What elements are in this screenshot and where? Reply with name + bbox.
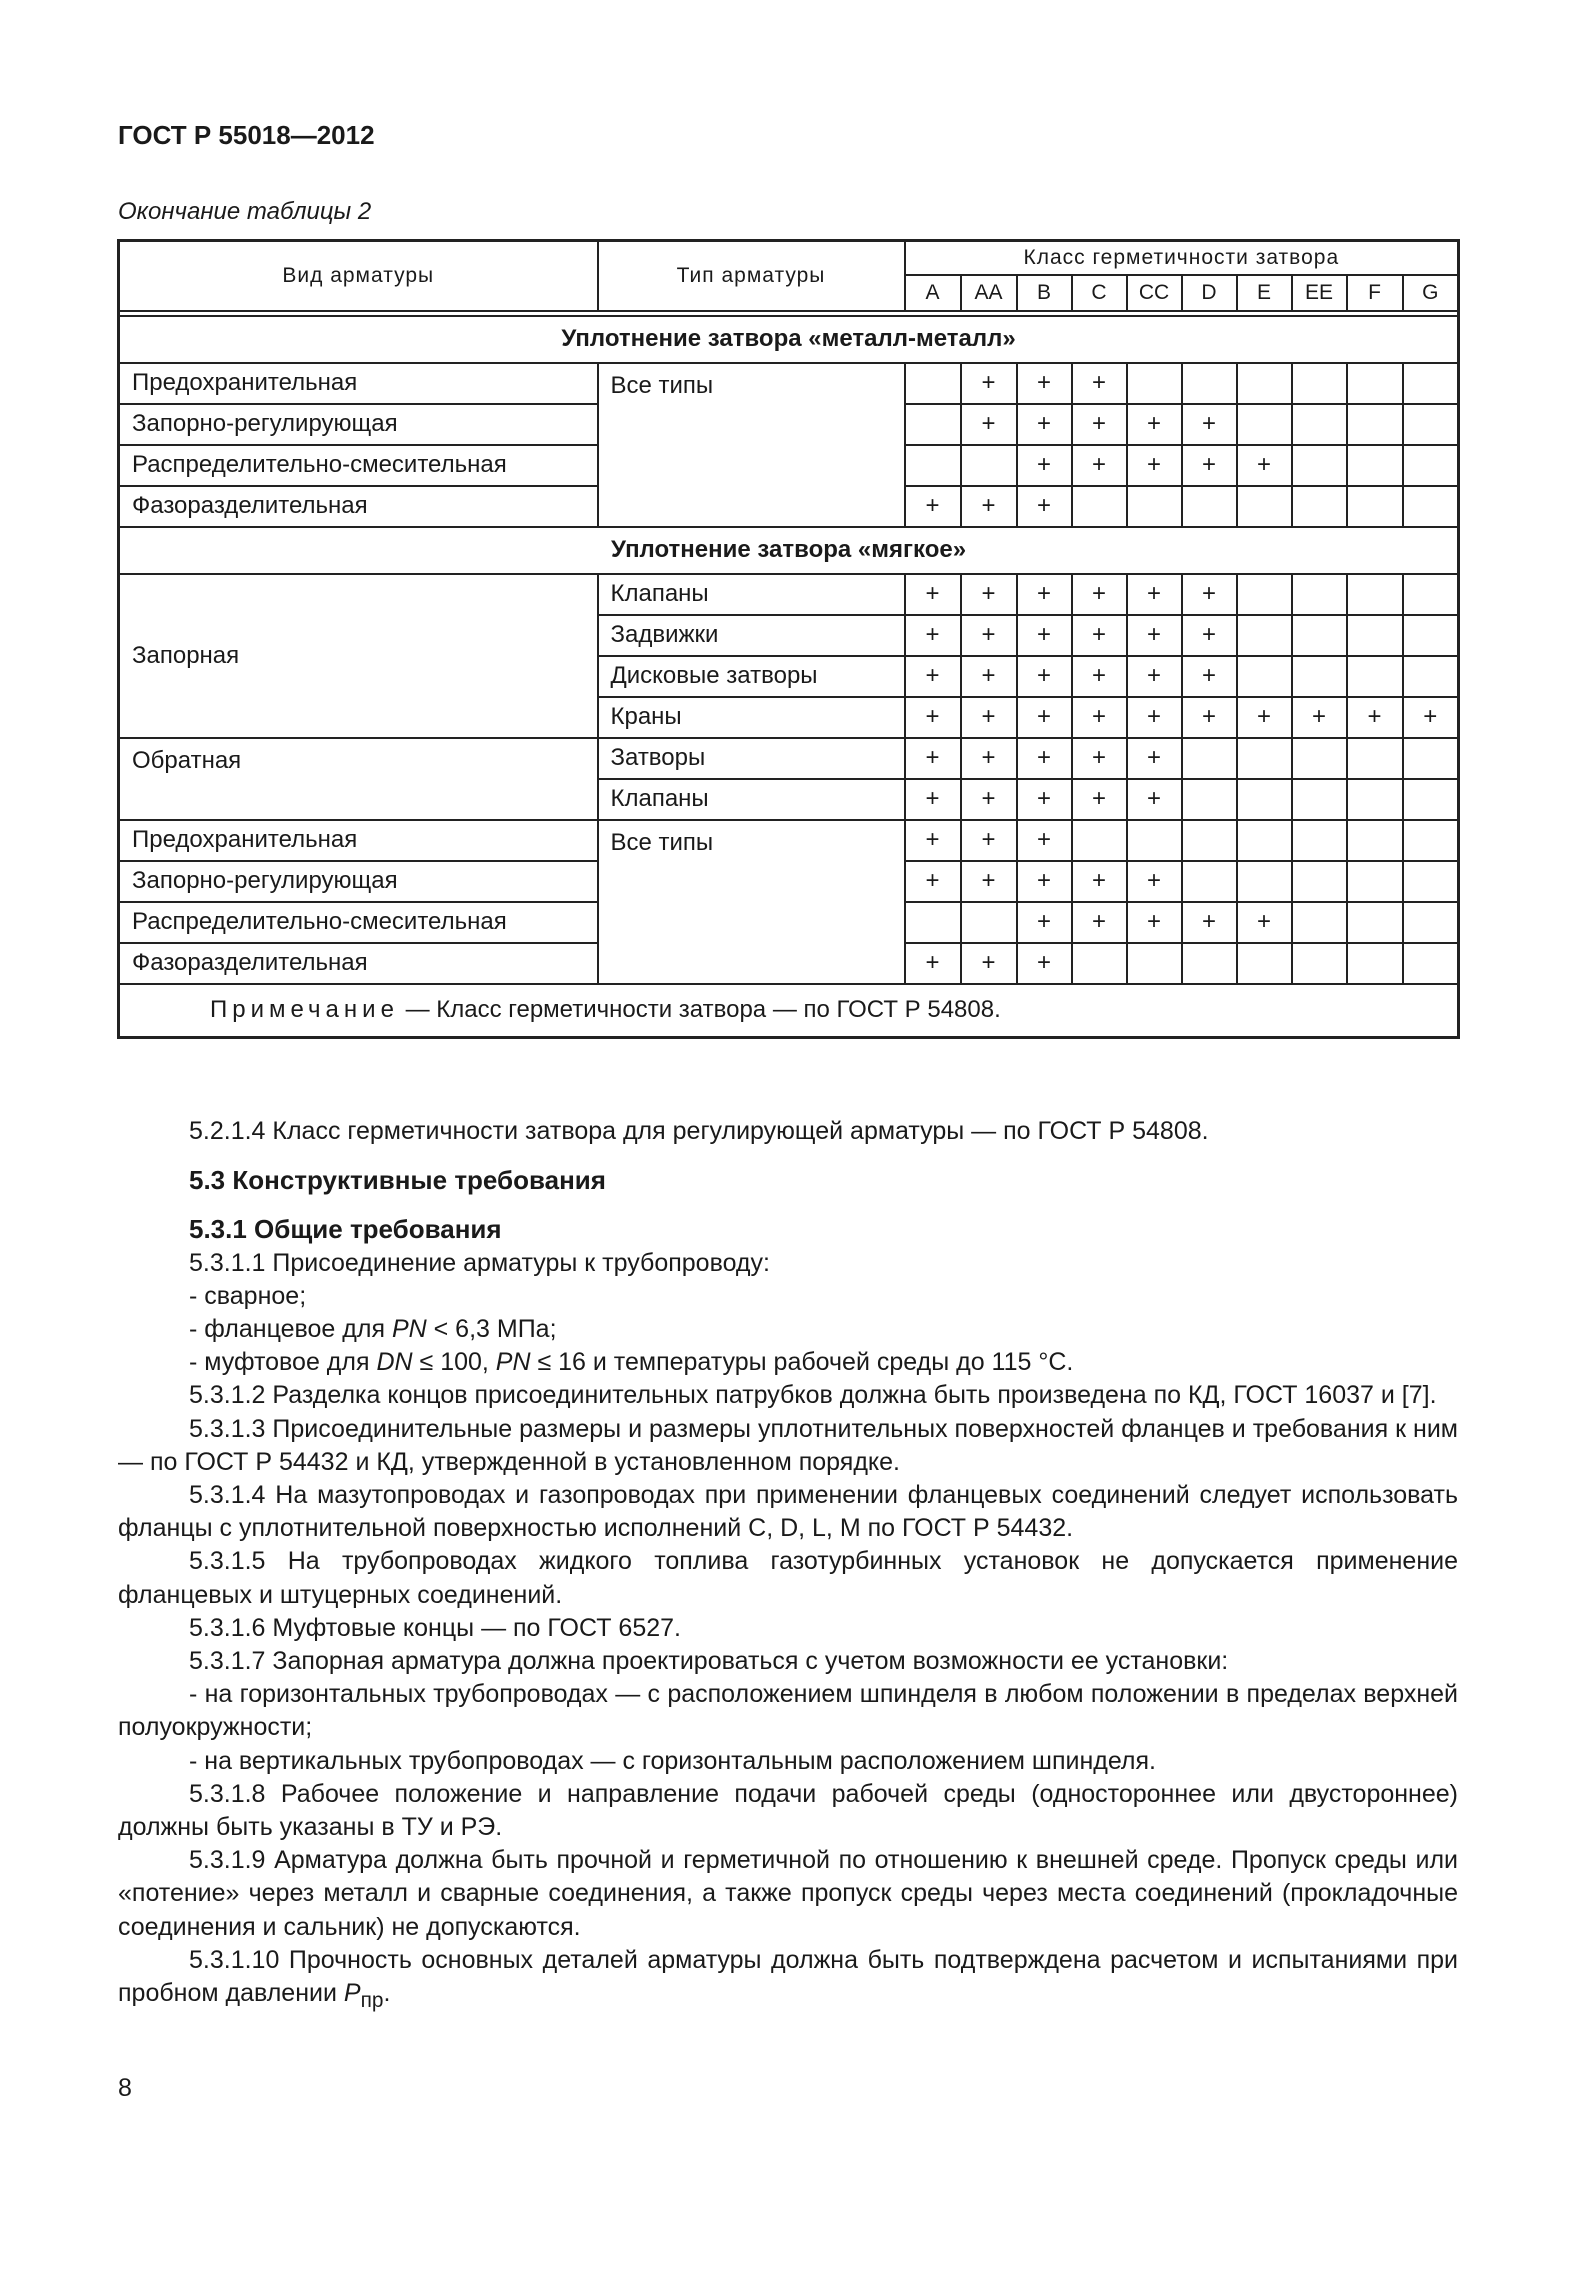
class-mark-cell [1347, 404, 1403, 445]
valve-kind-cell: Распределительно-смесительная [119, 445, 598, 486]
heading-5-3-1: 5.3.1 Общие требования [189, 1214, 502, 1245]
class-mark-cell [1127, 363, 1182, 404]
class-mark-cell: + [1072, 656, 1127, 697]
class-mark-cell: + [1127, 615, 1182, 656]
class-mark-cell: + [1017, 615, 1072, 656]
class-mark-cell: + [1127, 902, 1182, 943]
class-mark-cell: + [1237, 697, 1292, 738]
list-item-coupling: - муфтовое для DN ≤ 100, PN ≤ 16 и температуры рабочей среды до 115 °С. [189, 1348, 1074, 1377]
class-mark-cell: + [1072, 615, 1127, 656]
valve-type-cell: Затворы [598, 738, 905, 779]
document-id: ГОСТ Р 55018—2012 [118, 120, 375, 150]
class-mark-cell: + [1127, 404, 1182, 445]
class-mark-cell [1292, 615, 1347, 656]
class-mark-cell [1237, 943, 1292, 984]
class-mark-cell [1347, 861, 1403, 902]
table-row [119, 363, 1459, 404]
class-mark-cell: + [1127, 656, 1182, 697]
class-mark-cell: + [1072, 738, 1127, 779]
section-title: Уплотнение затвора «мягкое» [119, 527, 1459, 574]
class-mark-cell [1292, 779, 1347, 820]
class-mark-cell: + [1072, 779, 1127, 820]
class-header-cell: AA [961, 275, 1017, 311]
valve-kind-cell: Предохранительная [119, 363, 598, 404]
para-5-3-1-8: 5.3.1.8 Рабочее положение и направление подачи рабочей среды (одностороннее или двустороннее) должны быть указаны в ТУ и РЭ. [118, 1779, 1458, 1842]
class-mark-cell [1403, 486, 1459, 527]
class-mark-cell [1292, 902, 1347, 943]
class-mark-cell [1403, 445, 1459, 486]
class-mark-cell [1403, 861, 1459, 902]
class-mark-cell [1182, 943, 1237, 984]
class-mark-cell: + [961, 404, 1017, 445]
para-5-3-1-7: 5.3.1.7 Запорная арматура должна проектироваться с учетом возможности ее установки: [189, 1647, 1229, 1676]
table-row [119, 738, 1459, 779]
class-mark-cell [905, 445, 961, 486]
class-mark-cell [905, 902, 961, 943]
class-mark-cell [1347, 943, 1403, 984]
class-mark-cell: + [1017, 656, 1072, 697]
list-item-flanged: - фланцевое для PN < 6,3 МПа; [189, 1315, 557, 1344]
para-5-3-1-10: 5.3.1.10 Прочность основных деталей арматуры должна быть подтверждена расчетом и испытаниями при пробном давлении $P_{пр}$. [118, 1945, 1458, 2013]
class-mark-cell [1403, 574, 1459, 615]
class-header-cell: A [905, 275, 961, 311]
class-mark-cell: + [1072, 861, 1127, 902]
valve-kind-cell: Запорная [119, 574, 598, 738]
class-mark-cell [1292, 574, 1347, 615]
class-mark-cell: + [905, 615, 961, 656]
class-mark-cell [1237, 404, 1292, 445]
class-mark-cell: + [1017, 902, 1072, 943]
para-5-3-1-2: 5.3.1.2 Разделка концов присоединительных патрубков должна быть произведена по КД, ГОСТ 16037 и [7]. [189, 1381, 1437, 1410]
class-mark-cell: + [1237, 445, 1292, 486]
class-mark-cell: + [1072, 574, 1127, 615]
class-mark-cell [1292, 656, 1347, 697]
valve-type-cell: Все типы [598, 363, 905, 527]
col-header-kind: Вид арматуры [119, 241, 598, 311]
class-mark-cell: + [1182, 697, 1237, 738]
class-mark-cell: + [961, 697, 1017, 738]
para-5-3-1-6: 5.3.1.6 Муфтовые концы — по ГОСТ 6527. [189, 1613, 681, 1642]
valve-kind-cell: Фазоразделительная [119, 486, 598, 527]
class-mark-cell [1403, 738, 1459, 779]
class-mark-cell: + [905, 820, 961, 861]
para-5-3-1-1: 5.3.1.1 Присоединение арматуры к трубопроводу: [189, 1248, 770, 1277]
class-mark-cell: + [961, 574, 1017, 615]
class-header-cell: C [1072, 275, 1127, 311]
class-mark-cell: + [1017, 574, 1072, 615]
class-mark-cell: + [1017, 738, 1072, 779]
class-mark-cell [1237, 861, 1292, 902]
class-mark-cell [1237, 363, 1292, 404]
class-mark-cell [1182, 486, 1237, 527]
valve-kind-cell: Распределительно-смесительная [119, 902, 598, 943]
class-mark-cell: + [1347, 697, 1403, 738]
class-header-cell: CC [1127, 275, 1182, 311]
class-mark-cell [1237, 779, 1292, 820]
class-mark-cell [1292, 445, 1347, 486]
class-mark-cell [1182, 779, 1237, 820]
class-mark-cell [1237, 615, 1292, 656]
class-mark-cell [1237, 820, 1292, 861]
class-mark-cell: + [1017, 363, 1072, 404]
class-mark-cell [961, 445, 1017, 486]
class-mark-cell [1403, 779, 1459, 820]
class-mark-cell [1403, 615, 1459, 656]
class-mark-cell: + [1017, 943, 1072, 984]
valve-type-cell: Краны [598, 697, 905, 738]
class-mark-cell: + [961, 861, 1017, 902]
class-mark-cell: + [1127, 574, 1182, 615]
class-mark-cell [1347, 738, 1403, 779]
class-mark-cell [1403, 404, 1459, 445]
class-mark-cell: + [961, 820, 1017, 861]
valve-type-cell: Клапаны [598, 779, 905, 820]
class-mark-cell [1237, 738, 1292, 779]
class-mark-cell [1292, 820, 1347, 861]
class-header-cell: D [1182, 275, 1237, 311]
class-mark-cell: + [1182, 656, 1237, 697]
class-mark-cell [1292, 363, 1347, 404]
para-5-3-1-3: 5.3.1.3 Присоединительные размеры и размеры уплотнительных поверхностей фланцев и требования к ним — по ГОСТ Р 54432 и КД, утвержденной в установленном порядке. [118, 1414, 1458, 1476]
list-item-welded: - сварное; [189, 1281, 307, 1310]
col-header-type: Тип арматуры [598, 241, 905, 311]
class-mark-cell: + [1127, 779, 1182, 820]
class-mark-cell: + [1017, 820, 1072, 861]
class-mark-cell: + [1237, 902, 1292, 943]
class-header-cell: G [1403, 275, 1459, 311]
para-5-3-1-9: 5.3.1.9 Арматура должна быть прочной и герметичной по отношению к внешней среде. Пропуск среды или «потение» через металл и сварные соединения, а также пропуск среды через места соединений (прокладочные соединения и сальник) не допускаются. [118, 1846, 1458, 1941]
para-5-3-1-4: 5.3.1.4 На мазутопроводах и газопроводах при применении фланцевых соединений следует использовать фланцы с уплотнительной поверхностью исполнений C, D, L, M по ГОСТ Р 54432. [118, 1481, 1458, 1543]
class-mark-cell [1072, 943, 1127, 984]
class-mark-cell: + [905, 943, 961, 984]
section-title: Уплотнение затвора «металл-металл» [119, 316, 1459, 363]
class-mark-cell [1403, 943, 1459, 984]
class-mark-cell [961, 902, 1017, 943]
valve-kind-cell: Запорно-регулирующая [119, 404, 598, 445]
class-mark-cell: + [1017, 404, 1072, 445]
class-mark-cell [1237, 656, 1292, 697]
class-mark-cell: + [1072, 902, 1127, 943]
class-mark-cell [1182, 738, 1237, 779]
class-mark-cell [1347, 656, 1403, 697]
valve-kind-cell: Фазоразделительная [119, 943, 598, 984]
class-mark-cell [1347, 486, 1403, 527]
class-mark-cell [1237, 574, 1292, 615]
class-mark-cell: + [1072, 697, 1127, 738]
table-note [119, 984, 1459, 1038]
class-mark-cell [1347, 902, 1403, 943]
col-header-class-group: Класс герметичности затвора [905, 241, 1459, 275]
class-header-cell: E [1237, 275, 1292, 311]
class-mark-cell [1072, 820, 1127, 861]
class-mark-cell: + [1017, 697, 1072, 738]
class-mark-cell: + [961, 943, 1017, 984]
class-mark-cell [905, 363, 961, 404]
class-header-cell: B [1017, 275, 1072, 311]
class-mark-cell [1292, 486, 1347, 527]
class-mark-cell: + [1017, 445, 1072, 486]
class-mark-cell [1347, 363, 1403, 404]
valve-type-cell: Все типы [598, 820, 905, 984]
class-mark-cell: + [1127, 861, 1182, 902]
class-mark-cell: + [1017, 486, 1072, 527]
class-mark-cell [1072, 486, 1127, 527]
valve-kind-cell: Обратная [119, 738, 598, 820]
valve-kind-cell: Предохранительная [119, 820, 598, 861]
class-mark-cell [1347, 574, 1403, 615]
class-mark-cell [1347, 779, 1403, 820]
class-mark-cell: + [1017, 779, 1072, 820]
class-mark-cell [1127, 943, 1182, 984]
table-row [119, 820, 1459, 861]
class-mark-cell: + [961, 738, 1017, 779]
note-label: Примечание [210, 996, 399, 1023]
class-mark-cell [1292, 738, 1347, 779]
class-mark-cell [1182, 820, 1237, 861]
note-text: — Класс герметичности затвора — по ГОСТ Р 54808. [405, 996, 1001, 1023]
class-mark-cell: + [1127, 738, 1182, 779]
class-mark-cell: + [905, 738, 961, 779]
class-mark-cell [1403, 820, 1459, 861]
list-item-vertical: - на вертикальных трубопроводах — с горизонтальным расположением шпинделя. [189, 1746, 1156, 1775]
class-mark-cell: + [905, 486, 961, 527]
class-mark-cell [1292, 943, 1347, 984]
class-mark-cell: + [1072, 445, 1127, 486]
table-row [119, 574, 1459, 615]
class-mark-cell [1182, 363, 1237, 404]
heading-5-3: 5.3 Конструктивные требования [189, 1165, 606, 1196]
class-mark-cell [1403, 363, 1459, 404]
class-mark-cell: + [1182, 615, 1237, 656]
class-mark-cell: + [1182, 574, 1237, 615]
class-mark-cell: + [905, 574, 961, 615]
class-mark-cell: + [905, 779, 961, 820]
class-mark-cell: + [961, 486, 1017, 527]
class-mark-cell: + [905, 861, 961, 902]
valve-type-cell: Дисковые затворы [598, 656, 905, 697]
class-mark-cell [1182, 861, 1237, 902]
leak-class-table [117, 239, 1460, 1039]
class-mark-cell: + [1182, 445, 1237, 486]
valve-type-cell: Задвижки [598, 615, 905, 656]
page-number: 8 [118, 2074, 132, 2102]
valve-type-cell: Клапаны [598, 574, 905, 615]
class-mark-cell: + [1182, 902, 1237, 943]
class-mark-cell: + [1292, 697, 1347, 738]
class-mark-cell [1127, 486, 1182, 527]
class-mark-cell: + [905, 656, 961, 697]
class-mark-cell [1237, 486, 1292, 527]
para-5-3-1-5: 5.3.1.5 На трубопроводах жидкого топлива газотурбинных установок не допускается применение фланцевых и штуцерных соединений. [118, 1547, 1458, 1609]
class-mark-cell [1347, 445, 1403, 486]
valve-kind-cell: Запорно-регулирующая [119, 861, 598, 902]
class-mark-cell [1127, 820, 1182, 861]
class-mark-cell: + [1127, 445, 1182, 486]
class-mark-cell: + [961, 656, 1017, 697]
class-mark-cell: + [905, 697, 961, 738]
class-mark-cell [1403, 656, 1459, 697]
class-mark-cell [905, 404, 961, 445]
class-mark-cell [1403, 902, 1459, 943]
class-mark-cell: + [961, 363, 1017, 404]
class-mark-cell: + [1127, 697, 1182, 738]
class-mark-cell [1347, 820, 1403, 861]
table-caption: Окончание таблицы 2 [118, 198, 372, 225]
class-mark-cell: + [961, 615, 1017, 656]
class-header-cell: EE [1292, 275, 1347, 311]
class-mark-cell [1292, 861, 1347, 902]
class-mark-cell: + [1403, 697, 1459, 738]
class-mark-cell [1292, 404, 1347, 445]
class-header-cell: F [1347, 275, 1403, 311]
class-mark-cell: + [1072, 404, 1127, 445]
class-mark-cell: + [961, 779, 1017, 820]
class-mark-cell [1347, 615, 1403, 656]
class-mark-cell: + [1182, 404, 1237, 445]
body-text [118, 1115, 1458, 2017]
class-mark-cell: + [1072, 363, 1127, 404]
class-mark-cell: + [1017, 861, 1072, 902]
para-5-2-1-4: 5.2.1.4 Класс герметичности затвора для регулирующей арматуры — по ГОСТ Р 54808. [189, 1117, 1209, 1145]
list-item-horizontal: - на горизонтальных трубопроводах — с расположением шпинделя в любом положении в пределах верхней полуокружности; [118, 1680, 1458, 1742]
